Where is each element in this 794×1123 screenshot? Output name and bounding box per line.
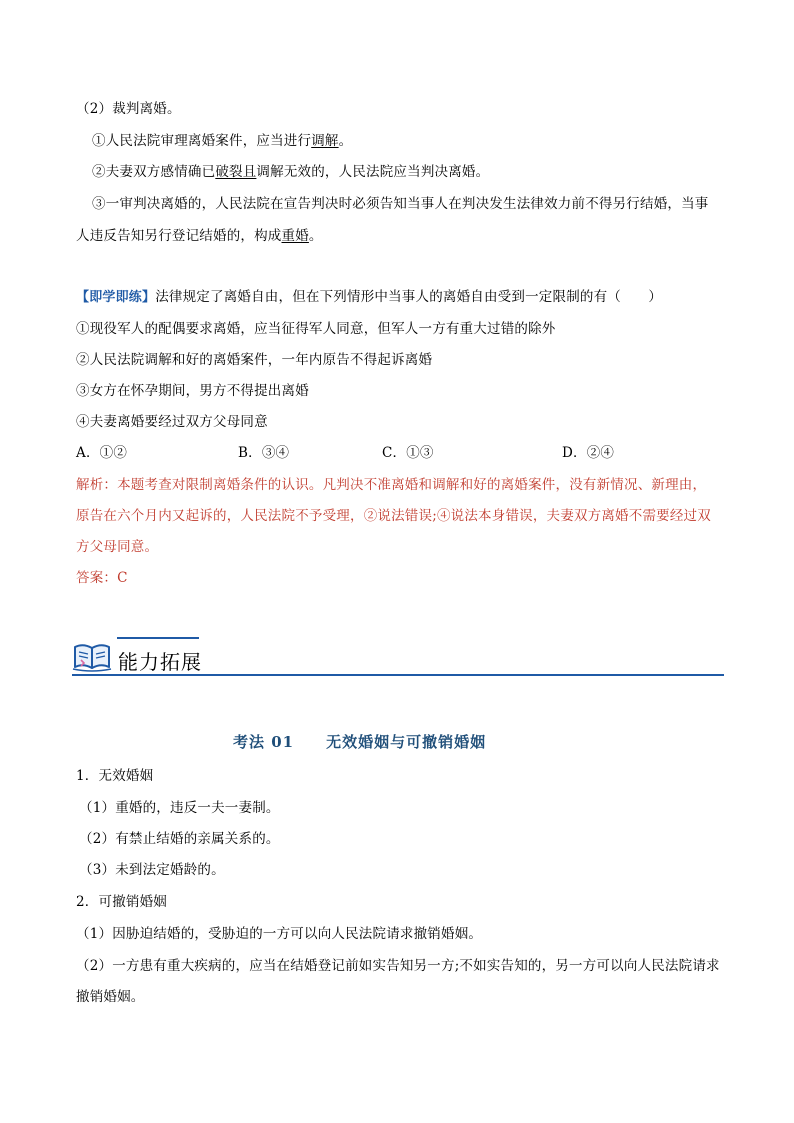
- option-a: A．①②: [76, 445, 128, 461]
- heading-void-marriage: 1．无效婚姻: [76, 768, 154, 784]
- analysis-line-3: 方父母同意。: [76, 539, 159, 555]
- analysis-line-1: 解析：本题考查对限制离婚条件的认识。凡判决不准离婚和调解和好的离婚案件，没有新情况、新理由，: [76, 477, 707, 493]
- option-c: C．①③: [382, 445, 434, 461]
- practice-tag: 【即学即练】: [76, 290, 156, 305]
- statement-1: ①现役军人的配偶要求离婚，应当征得军人同意，但军人一方有重大过错的除外: [76, 321, 556, 337]
- question-text: 法律规定了离婚自由，但在下列情形中当事人的离婚自由受到一定限制的有（ ）: [155, 289, 663, 305]
- analysis-line-2: 原告在六个月内又起诉的，人民法院不予受理，②说法错误;④说法本身错误，夫妻双方离婚不需要经过双: [76, 508, 711, 524]
- answer: 答案：C: [76, 570, 128, 586]
- paragraph-item-1: ①人民法院审理离婚案件，应当进行调解。: [92, 133, 353, 149]
- method-title: 考法 01 无效婚姻与可撤销婚姻: [233, 733, 487, 751]
- section-title: 能力拓展: [118, 650, 202, 674]
- paragraph-item-3-line-1: ③一审判决离婚的，人民法院在宣告判决时必须告知当事人在判决发生法律效力前不得另行结婚，当事: [92, 196, 709, 212]
- void-item-3: （3）未到法定婚龄的。: [79, 862, 225, 878]
- section-underline: [72, 674, 724, 676]
- statement-4: ④夫妻离婚要经过双方父母同意: [76, 414, 268, 430]
- voidable-item-1: （1）因胁迫结婚的，受胁迫的一方可以向人民法院请求撤销婚姻。: [76, 926, 483, 942]
- void-item-1: （1）重婚的，违反一夫一妻制。: [79, 800, 280, 816]
- practice-question: [76, 288, 662, 307]
- paragraph-item-2: ②夫妻双方感情确已破裂且调解无效的，人民法院应当判决离婚。: [92, 164, 490, 180]
- statement-3: ③女方在怀孕期间，男方不得提出离婚: [76, 383, 309, 399]
- open-book-icon: [72, 639, 112, 673]
- voidable-item-2-line-2: 撤销婚姻。: [76, 989, 145, 1005]
- paragraph-item-3-line-2: 人违反告知另行登记结婚的，构成重婚。: [76, 228, 323, 244]
- voidable-item-2-line-1: （2）一方患有重大疾病的，应当在结婚登记前如实告知另一方;不如实告知的，另一方可以向人民法院请求: [76, 958, 720, 974]
- heading-voidable-marriage: 2．可撤销婚姻: [76, 894, 167, 910]
- subheading-judicial-divorce: （2）裁判离婚。: [76, 101, 181, 117]
- option-b: B．③④: [238, 445, 290, 461]
- section-accent-line: [117, 637, 199, 639]
- statement-2: ②人民法院调解和好的离婚案件，一年内原告不得起诉离婚: [76, 352, 433, 368]
- option-d: D．②④: [562, 445, 615, 461]
- void-item-2: （2）有禁止结婚的亲属关系的。: [79, 831, 280, 847]
